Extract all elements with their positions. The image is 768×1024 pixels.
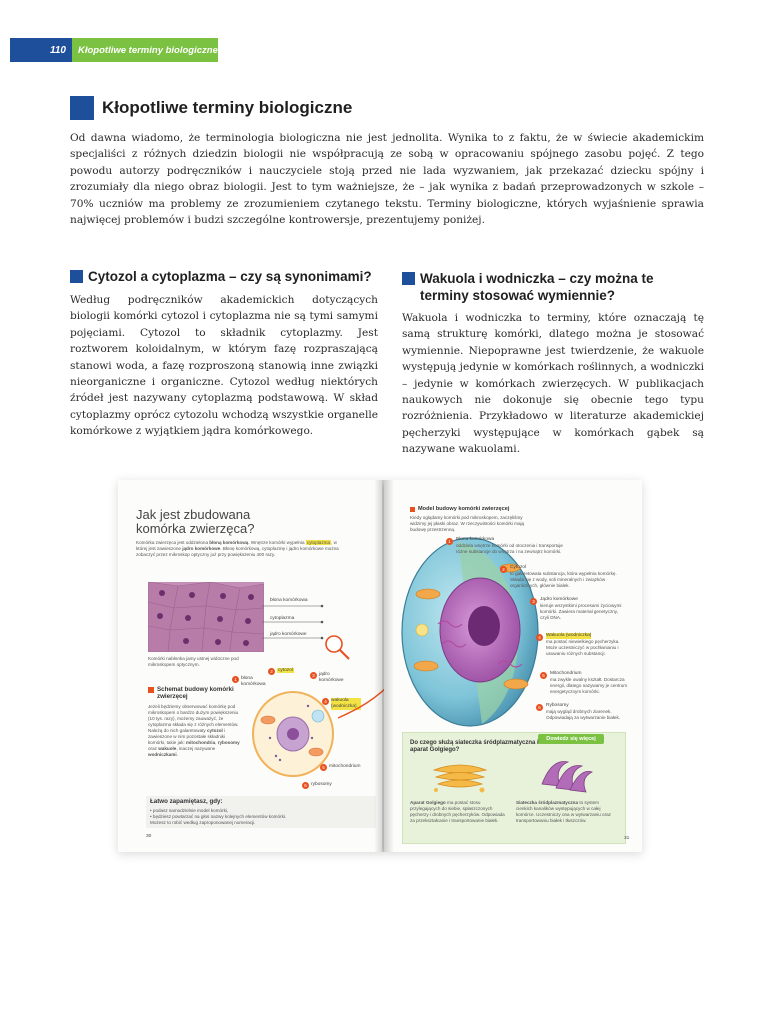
scheme-num-6: 6 bbox=[302, 782, 309, 789]
remember-title: Łatwo zapamiętasz, gdy: bbox=[150, 798, 223, 805]
scheme-label-mitochondrium: mitochondrium bbox=[329, 764, 361, 769]
scheme-text: Jeżeli będziemy obserwować komórkę pod mikroskopem o bardzo dużym powiększeniu (10 tys. razy), możemy zauważyć, że cytoplazma składa się z różnych elementów. Należą do nich galaretowaty cytozol i zawieszone w nim pozostałe składniki komórki, takie jak: mitochondria, rybosomy oraz wakuole, inaczej nazywane wodniczkami. bbox=[148, 704, 240, 757]
er-caption: Siateczka śródplazmatyczna to system cienkich kanalików występujących w całej komórce. Uczestniczy ona w wytwarzaniu oraz transportowaniu białek i tłuszczów. bbox=[516, 800, 611, 823]
model-num-3: 3 bbox=[530, 598, 537, 605]
article-title-row bbox=[70, 96, 352, 120]
section1-heading: Cytozol a cytoplazma – czy są synonimami? bbox=[88, 269, 372, 284]
scheme-num-5: 5 bbox=[320, 764, 327, 771]
info-box-tag: Dowiedz się więcej bbox=[538, 734, 604, 744]
model-label-vacuole: Wakuola (wodniczka) bbox=[546, 633, 592, 638]
golgi-caption-title: Aparat Golgiego bbox=[410, 800, 446, 805]
er-caption-title: Siateczka śródplazmatyczna bbox=[516, 800, 579, 805]
title-square-marker bbox=[70, 96, 94, 120]
article-title: Kłopotliwe terminy biologiczne bbox=[102, 98, 353, 117]
scheme-label-cytozol-text: cytozol bbox=[278, 668, 293, 673]
model-label-nucleus: Jądro komórkowe bbox=[540, 597, 578, 602]
section2-heading-row bbox=[402, 270, 702, 304]
model-label-ribosomes: Rybosomy bbox=[546, 703, 569, 708]
page-number: 110 bbox=[10, 38, 72, 62]
section2-square-marker bbox=[402, 272, 415, 285]
intro-paragraph: Od dawna wiadomo, że terminologia biologiczna nie jest jednolita. Wynika to z faktu, że w świecie akademickim specjaliści z różnych dziedzin biologii nie współpracują ze sobą w opracowaniu spójnego zasobu pojęć. Z tego powodu autorzy podręczników i nauczyciele stoją przed nie lada wyzwaniem, jak przekazać dziecku spójny i zrozumiały dla niego obraz biologii. Jest to tym ważniejsze, że – jak wynika z badań przeprowadzonych w szkole – 70% uczniów ma problemy ze zrozumieniem czytanego tekstu. Terminy biologiczne, których wyjaśnienie sprawia najwięcej problemów i budzi szczególne kontrowersje, prezentujemy poniżej. bbox=[70, 132, 704, 227]
book-gutter bbox=[374, 480, 394, 852]
scheme-title: Schemat budowy komórki zwierzęcej bbox=[157, 686, 234, 700]
left-page-intro: Komórka zwierzęca jest oddzielona błoną komórkową. Wnętrze komórki wypełnia cytoplazma, w której jest zawieszone jądro komórkowe. Błonę komórkową, cytoplazmę i jądro komórkowe można zobaczyć przez mikroskop optyczny już przy powiększeniu 400 razy. bbox=[136, 540, 339, 557]
left-page-title: Jak jest zbudowana komórka zwierzęca? bbox=[136, 507, 255, 536]
right-title-square-marker bbox=[410, 507, 415, 512]
scheme-label-membrane: błona komórkowa bbox=[241, 676, 266, 687]
model-text-cytozol: to galaretowata substancja, która wypełnia komórkę. Składa się z wody, soli mineralnych i związków organicznych, głównie białek. bbox=[510, 571, 617, 588]
section1-body: Według podręczników akademickich dotyczących biologii komórki cytozol i cytoplazma nie są tymi samymi pojęciami. Cytozol to składnik cytoplazmy. Jest roztworem koloidalnym, w którym fazę rozpraszającą stanowi woda, a fazę rozproszoną stanowią inne związki nieorganiczne i organiczne. Cytozol według niektórych źródeł jest nazywany cytoplazmą podstawową. W skład cytoplazmy oprócz cytozolu wchodzą wszystkie organelle komórkowe z wyjątkiem jądra komórkowego. bbox=[70, 294, 378, 438]
model-num-5: 5 bbox=[540, 672, 547, 679]
micro-caption: Komórki nabłonka jamy ustnej widoczne pod mikroskopem optycznym. bbox=[148, 656, 239, 667]
right-page-title-row bbox=[410, 506, 509, 513]
section1-square-marker bbox=[70, 270, 83, 283]
scheme-label-nucleus: jądro komórkowe bbox=[319, 672, 344, 683]
model-label-mitochondrium: Mitochondrium bbox=[550, 671, 582, 676]
remember-text: • podasz samodzielnie model komórki, • będziesz powtarzać na głos nazwy kolejnych elementów komórki. Możesz to robić według zaproponowanej numeracji. bbox=[150, 808, 287, 825]
left-page-number: 30 bbox=[146, 834, 152, 839]
scheme-label-vacuole: wakuola (wodniczka) bbox=[331, 698, 361, 710]
micro-label-nucleus: jądro komórkowe bbox=[270, 632, 307, 637]
scheme-square-marker bbox=[148, 687, 154, 693]
model-num-1: 1 bbox=[446, 538, 453, 545]
model-label-cytozol: Cytozol bbox=[510, 565, 526, 570]
right-page-title: Model budowy komórki zwierzęcej bbox=[418, 506, 510, 512]
golgi-apparatus-image bbox=[430, 760, 490, 796]
info-box-title: Do czego służą siateczka śródplazmatyczna i aparat Golgiego? bbox=[410, 740, 539, 753]
model-text-vacuole: ma postać niewielkiego pęcherzyka. Może uczestniczyć w pochłanianiu i usuwaniu różnych substancji. bbox=[546, 639, 620, 656]
section2-heading: Wakuola i wodniczka – czy można te terminy stosować wymiennie? bbox=[420, 271, 654, 303]
running-title: Kłopotliwe terminy biologiczne bbox=[72, 38, 218, 62]
3d-cell-model bbox=[398, 534, 548, 730]
scheme-num-4: 4 bbox=[322, 698, 329, 705]
model-text-membrane: oddziela wnętrze komórki od otoczenia i transportuje różne substancje do wnętrza i na zewnątrz komórki. bbox=[456, 543, 563, 554]
scheme-num-2: 2 bbox=[268, 668, 275, 675]
golgi-caption: Aparat Golgiego ma postać stosu przylegających do siebie, spłaszczonych pęcherzy i drobnych pęcherzyków. Odpowiada za przekształcanie i transportowanie białek. bbox=[410, 800, 505, 823]
scheme-title-row bbox=[148, 686, 237, 700]
model-num-4: 4 bbox=[536, 634, 543, 641]
scheme-label-ribosomes: rybosomy bbox=[311, 782, 332, 787]
scheme-num-1: 1 bbox=[232, 676, 239, 683]
model-text-ribosomes: mają wygląd drobnych ziarenek. Odpowiadają za wytwarzanie białek. bbox=[546, 709, 621, 720]
section2-body: Wakuola i wodniczka to terminy, które oznaczają tę samą strukturę komórki, dlatego można je stosować wymiennie. Niepoprawne jest twierdzenie, że wakuole występują jedynie w komórkach roślinnych, a wodniczki – jedynie w komórkach zwierzęcych. W publikacjach naukowych nie dokonuje się obecnie tego typu rozróżnienia. Przykładowo w literaturze akademickiej pęcherzyki występujące w komórkach gąbek są nazywane wakuolami. bbox=[402, 312, 704, 456]
magnifier-icon bbox=[322, 632, 352, 662]
right-page-number: 31 bbox=[624, 836, 630, 841]
scheme-num-3: 3 bbox=[310, 672, 317, 679]
micrograph-image bbox=[148, 582, 264, 652]
model-num-6: 6 bbox=[536, 704, 543, 711]
scheme-label-cytozol bbox=[277, 668, 294, 674]
model-label-membrane: Błona komórkowa bbox=[456, 537, 495, 542]
micro-label-membrane: błona komórkowa bbox=[270, 598, 308, 603]
model-num-2: 2 bbox=[500, 566, 507, 573]
model-text-nucleus: kieruje wszystkimi procesami życiowymi komórki. Zawiera materiał genetyczny, czyli DNA. bbox=[540, 603, 622, 620]
endoplasmic-reticulum-image bbox=[536, 754, 596, 796]
section1-heading-row bbox=[70, 268, 386, 285]
micro-label-cytoplasm: cytoplazma bbox=[270, 616, 295, 621]
running-header bbox=[10, 38, 218, 62]
model-text-mitochondrium: ma zwykle owalny kształt. Dostarcza energii, dlatego nazywamy je centrum energetycznym komórki. bbox=[550, 677, 628, 694]
right-page-intro: Kiedy oglądamy komórki pod mikroskopem, zaczęliśmy widzimy jej płaski obraz. W rzeczywistości komórki mają budowę przestrzenną. bbox=[410, 515, 525, 532]
